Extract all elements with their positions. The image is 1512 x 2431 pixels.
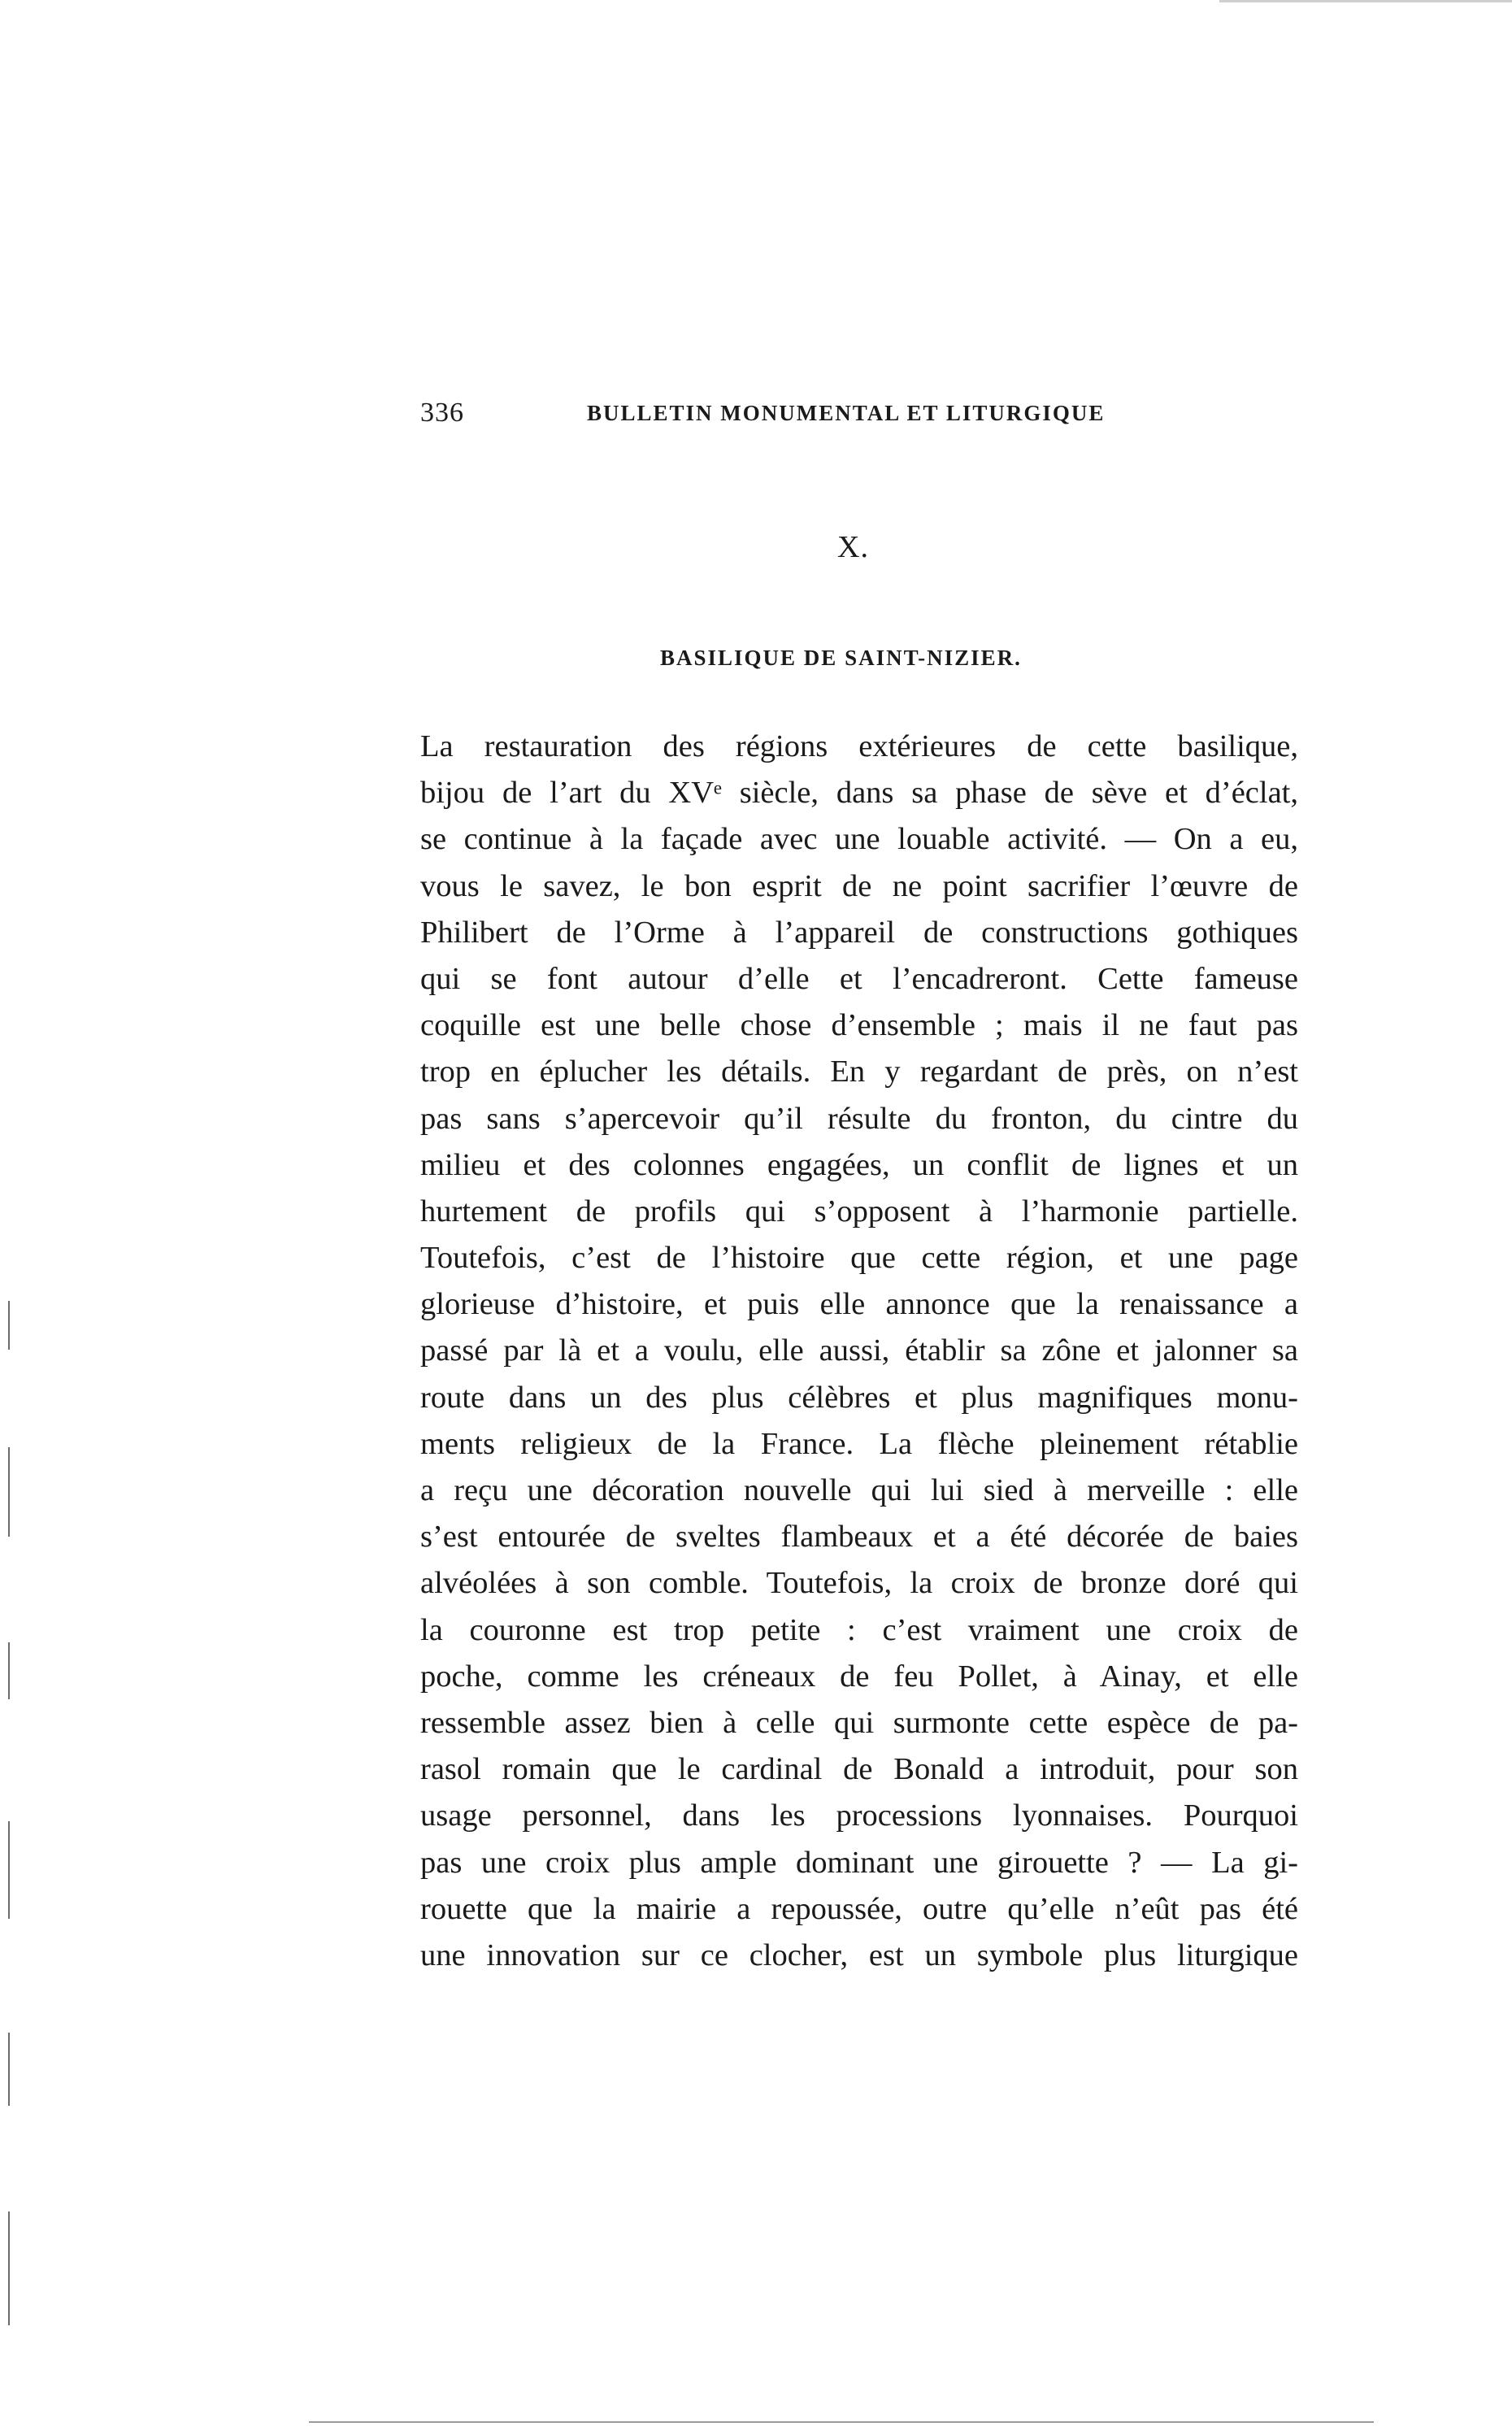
text-line: qui se font autour d’elle et l’encadreront. Cette fameuse bbox=[420, 961, 1298, 996]
text-line: trop en éplucher les détails. En y regardant de près, on n’est bbox=[420, 1055, 1298, 1089]
text-line: hurtement de profils qui s’opposent à l’harmonie partielle. bbox=[420, 1194, 1298, 1229]
section-number: X. bbox=[837, 530, 869, 564]
text-line: rouette que la mairie a repoussée, outre qu’elle n’eût pas été bbox=[420, 1891, 1298, 1926]
text-line: coquille est une belle chose d’ensemble ; mais il ne faut pas bbox=[420, 1008, 1298, 1043]
binding-edge-marks bbox=[8, 1301, 13, 2390]
running-header bbox=[420, 393, 1298, 433]
journal-title: BULLETIN MONUMENTAL ET LITURGIQUE bbox=[587, 401, 1106, 425]
text-line: s’est entourée de sveltes flambeaux et a été décorée de baies bbox=[420, 1520, 1298, 1555]
text-line: une innovation sur ce clocher, est un symbole plus liturgique bbox=[420, 1937, 1298, 1972]
text-line: poche, comme les créneaux de feu Pollet, à Ainay, et elle bbox=[420, 1659, 1298, 1694]
text-line: se continue à la façade avec une louable activité. — On a eu, bbox=[420, 822, 1298, 857]
text-line: usage personnel, dans les processions lyonnaises. Pourquoi bbox=[420, 1798, 1298, 1833]
text-line: la couronne est trop petite : c’est vraiment une croix de bbox=[420, 1612, 1298, 1647]
text-line: rasol romain que le cardinal de Bonald a introduit, pour son bbox=[420, 1752, 1298, 1787]
body-paragraph bbox=[420, 724, 1298, 1979]
article-title: BASILIQUE DE SAINT-NIZIER. bbox=[660, 646, 1022, 670]
text-line: Toutefois, c’est de l’histoire que cette région, et une page bbox=[420, 1241, 1298, 1276]
text-line: Philibert de l’Orme à l’appareil de constructions gothiques bbox=[420, 915, 1298, 950]
text-line: bijou de l’art du XVᵉ siècle, dans sa phase de sève et d’éclat, bbox=[420, 776, 1298, 811]
scan-edge-mark bbox=[0, 0, 1512, 2]
text-line: milieu et des colonnes engagées, un conflit de lignes et un bbox=[420, 1147, 1298, 1182]
text-line: glorieuse d’histoire, et puis elle annonce que la renaissance a bbox=[420, 1287, 1298, 1322]
text-line: route dans un des plus célèbres et plus magnifiques monu- bbox=[420, 1380, 1298, 1415]
text-line: alvéolées à son comble. Toutefois, la croix de bronze doré qui bbox=[420, 1566, 1298, 1601]
text-line: pas une croix plus ample dominant une girouette ? — La gi- bbox=[420, 1845, 1298, 1880]
text-line: La restauration des régions extérieures de cette basilique, bbox=[420, 729, 1298, 763]
text-line: vous le savez, le bon esprit de ne point sacrifier l’œuvre de bbox=[420, 868, 1298, 903]
page-number: 336 bbox=[420, 398, 464, 428]
text-line: a reçu une décoration nouvelle qui lui sied à merveille : elle bbox=[420, 1473, 1298, 1507]
text-line: passé par là et a voulu, elle aussi, établir sa zône et jalonner sa bbox=[420, 1333, 1298, 1368]
text-line: pas sans s’apercevoir qu’il résulte du fronton, du cintre du bbox=[420, 1101, 1298, 1136]
page-bottom-rule bbox=[309, 2421, 1374, 2423]
text-line: ments religieux de la France. La flèche pleinement rétablie bbox=[420, 1426, 1298, 1461]
text-line: ressemble assez bien à celle qui surmonte cette espèce de pa- bbox=[420, 1705, 1298, 1740]
